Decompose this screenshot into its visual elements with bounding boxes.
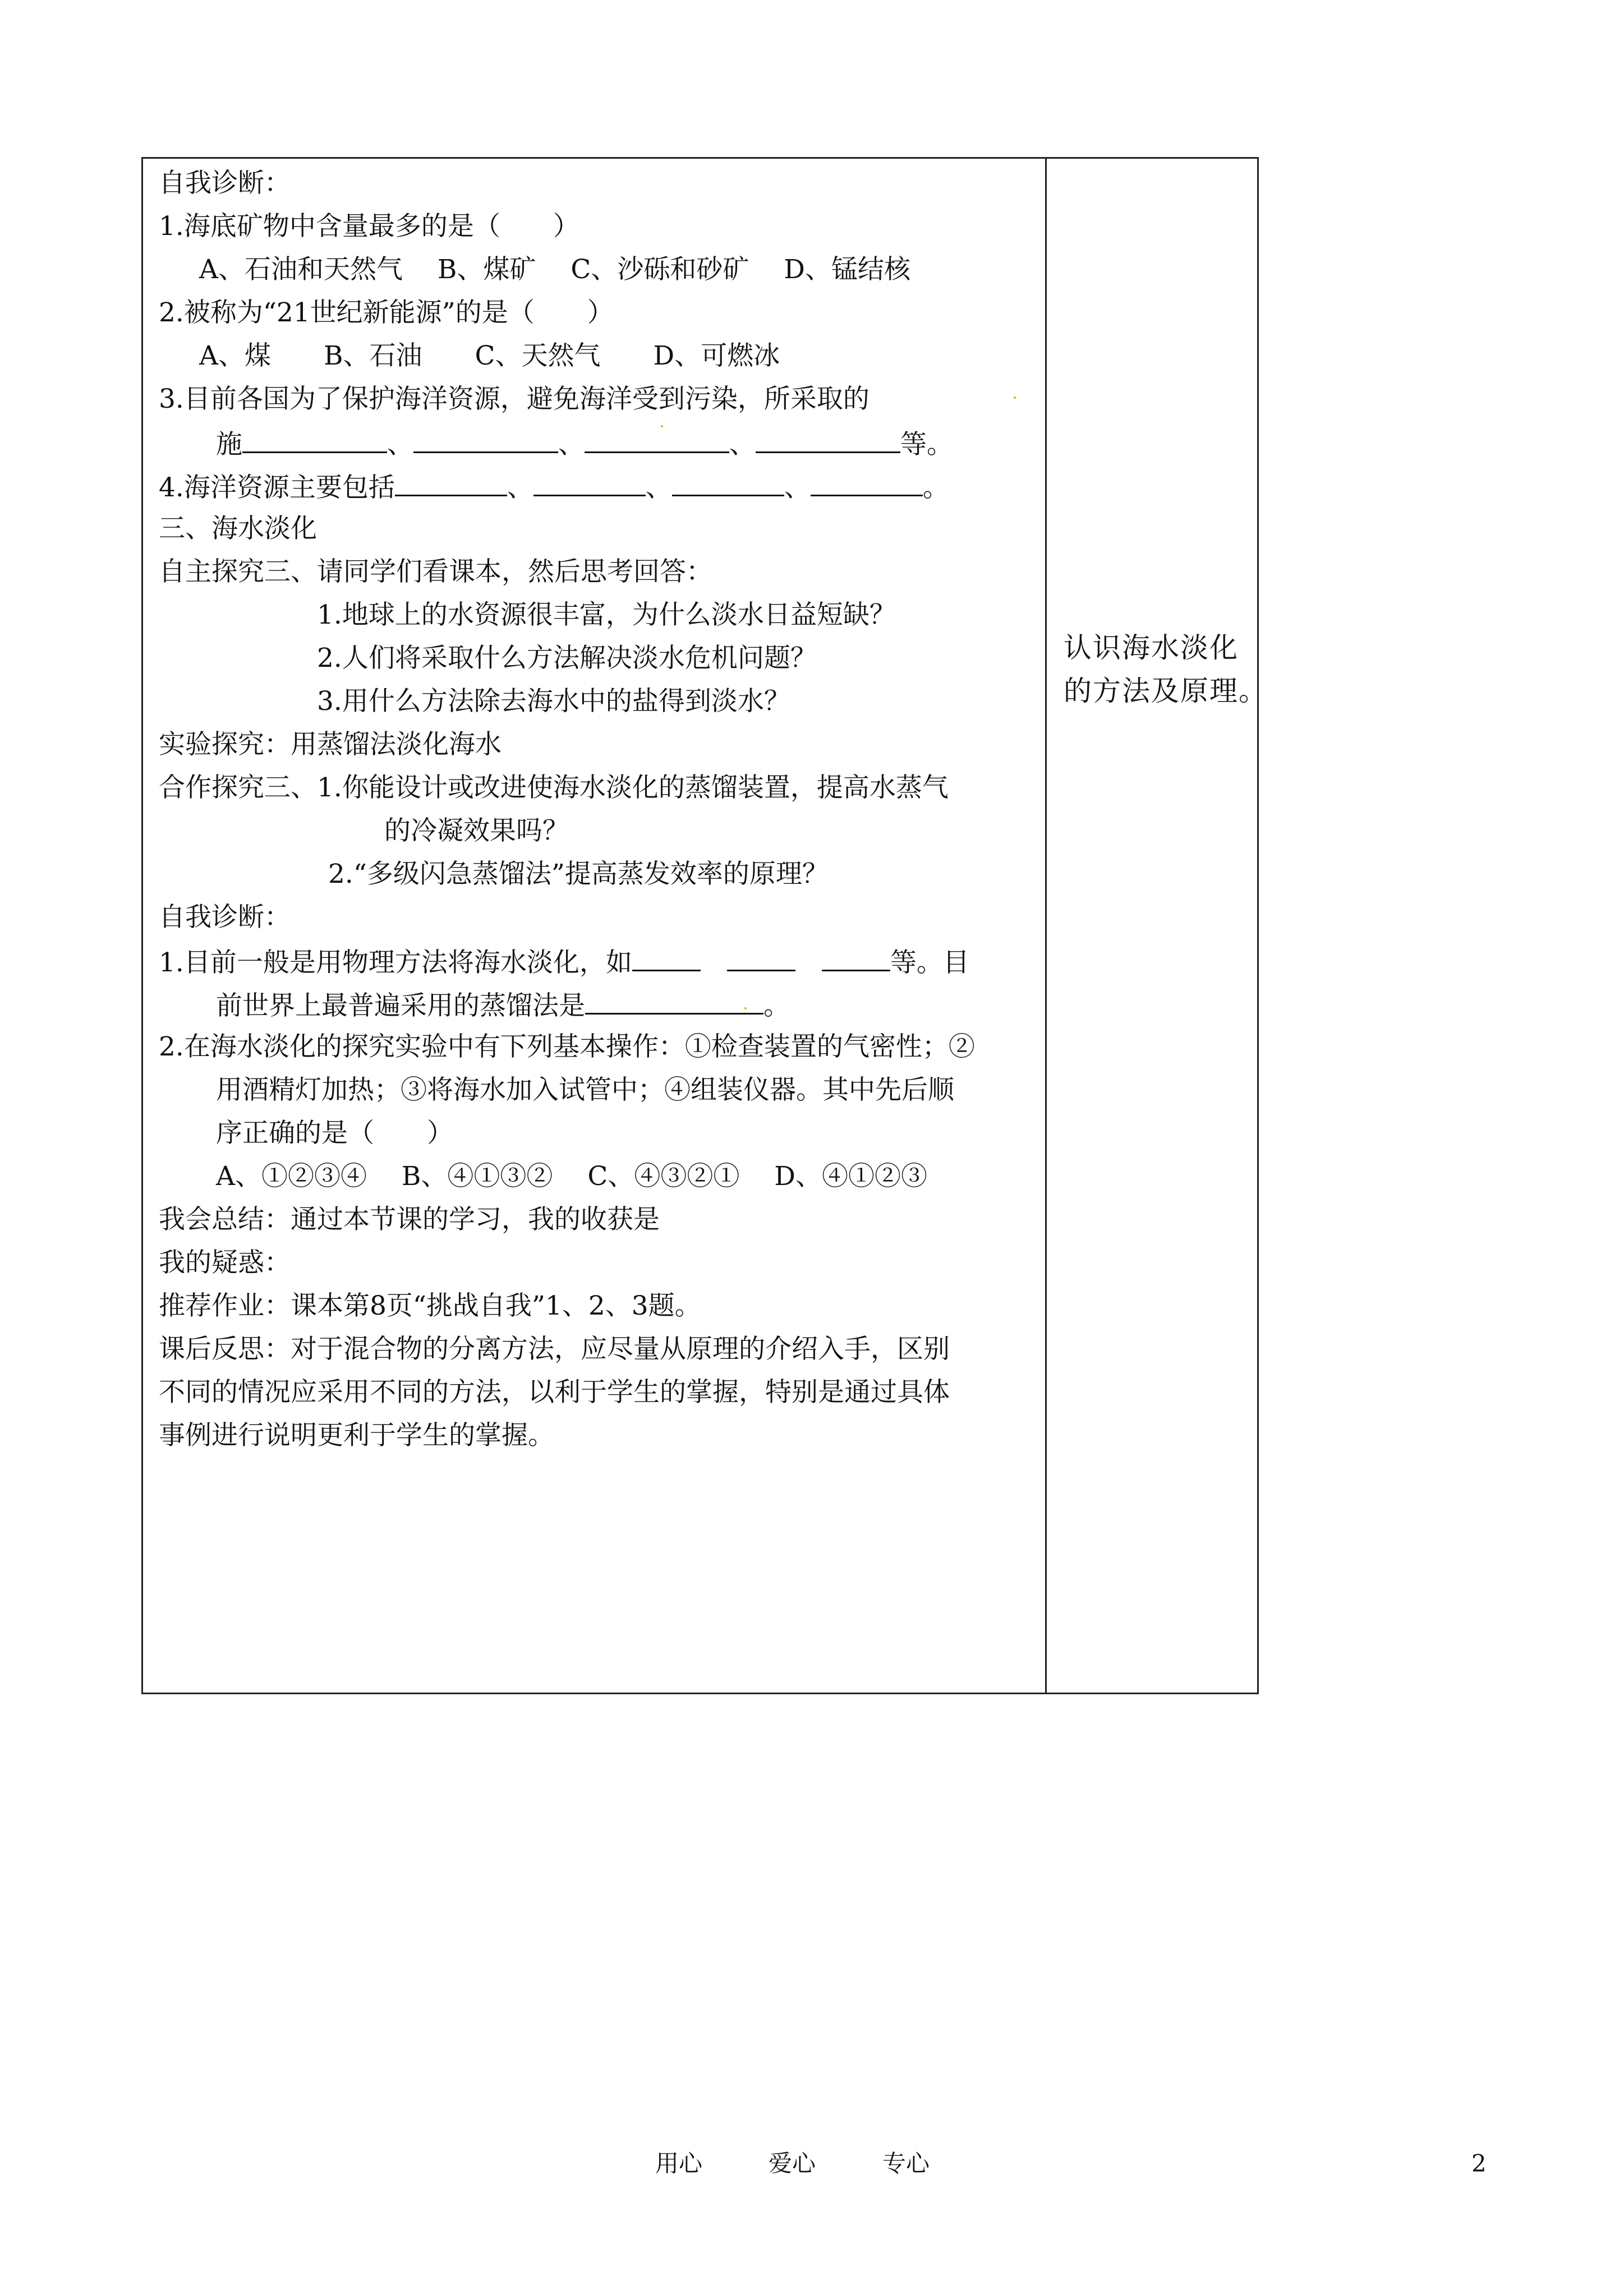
diagnosis-question-2: 2.在海水淡化的探究实验中有下列基本操作：①检查装置的气密性；②	[159, 1031, 975, 1062]
independent-inquiry-3: 自主探究三、请同学们看课本，然后思考回答：	[159, 556, 712, 587]
answer-blank[interactable]	[672, 469, 784, 496]
diagnosis-question-2-options: A、①②③④ B、④①③② C、④③②① D、④①②③	[216, 1161, 927, 1192]
objective-cell	[1047, 159, 1268, 1693]
answer-blank[interactable]	[727, 944, 795, 971]
question-1-options: A、石油和天然气 B、煤矿 C、沙砾和砂矿 D、锰结核	[199, 254, 910, 285]
self-diagnosis-heading-2: 自我诊断：	[159, 902, 291, 933]
question-3-blanks: 施 、 、 、 等。	[216, 426, 953, 462]
objective-line-1: 认识海水淡化	[1064, 631, 1239, 664]
cooperative-inquiry-3-q2: 2.“多级闪急蒸馏法”提高蒸发效率的原理？	[328, 859, 829, 889]
stray-mark	[744, 1007, 747, 1009]
question-2-options: A、煤 B、石油 C、天然气 D、可燃冰	[199, 340, 780, 371]
footer-motto-3: 专心	[882, 2150, 930, 2177]
cooperative-inquiry-3-cont: 的冷凝效果吗？	[384, 815, 569, 846]
cooperative-inquiry-3: 合作探究三、1.你能设计或改进使海水淡化的蒸馏装置，提高水蒸气	[159, 772, 949, 803]
inquiry-question-1: 1.地球上的水资源很丰富，为什么淡水日益短缺？	[317, 600, 896, 630]
question-4: 4.海洋资源主要包括 、 、 、 。	[159, 469, 949, 505]
stray-mark	[661, 425, 663, 427]
objective-line-2: 的方法及原理。	[1064, 675, 1268, 707]
footer-motto-1: 用心	[655, 2150, 703, 2177]
diagnosis-question-1-cont: 前世界上最普遍采用的蒸馏法是 。	[216, 987, 790, 1023]
diagnosis-question-1: 1.目前一般是用物理方法将海水淡化，如 等。目	[159, 944, 969, 980]
homework-recommendation: 推荐作业：课本第8页“挑战自我”1、2、3题。	[159, 1290, 701, 1321]
answer-blank[interactable]	[533, 469, 646, 496]
answer-blank[interactable]	[585, 426, 729, 453]
stray-mark	[1014, 397, 1016, 399]
answer-blank[interactable]	[822, 944, 890, 971]
doubts-prompt: 我的疑惑：	[159, 1247, 291, 1278]
inquiry-question-3: 3.用什么方法除去海水中的盐得到淡水？	[317, 686, 790, 717]
page-number: 2	[1471, 2150, 1487, 2177]
main-content-cell	[143, 159, 1045, 1693]
question-2: 2.被称为“21世纪新能源”的是（ ）	[159, 297, 614, 328]
question-3: 3.目前各国为了保护海洋资源，避免海洋受到污染，所采取的	[159, 384, 869, 414]
lesson-table	[141, 157, 1268, 1694]
answer-blank[interactable]	[413, 426, 558, 453]
question-1: 1.海底矿物中含量最多的是（ ）	[159, 211, 579, 242]
self-diagnosis-heading: 自我诊断：	[159, 168, 291, 199]
answer-blank[interactable]	[811, 469, 923, 496]
reflection-line-1: 课后反思：对于混合物的分离方法，应尽量从原理的介绍入手，区别	[159, 1334, 950, 1364]
answer-blank[interactable]	[756, 426, 900, 453]
diagnosis-question-2-cont2: 序正确的是（ ）	[216, 1118, 453, 1149]
section-heading-desalination: 三、海水淡化	[159, 513, 317, 544]
summary-prompt: 我会总结：通过本节课的学习，我的收获是	[159, 1204, 660, 1235]
answer-blank[interactable]	[242, 426, 387, 453]
experiment-inquiry: 实验探究：用蒸馏法淡化海水	[159, 729, 502, 760]
footer-motto-2: 爱心	[769, 2150, 816, 2177]
answer-blank[interactable]	[395, 469, 507, 496]
diagnosis-question-2-cont: 用酒精灯加热；③将海水加入试管中；④组装仪器。其中先后顺	[216, 1075, 954, 1105]
reflection-line-3: 事例进行说明更利于学生的掌握。	[159, 1420, 554, 1451]
answer-blank[interactable]	[585, 987, 763, 1015]
answer-blank[interactable]	[632, 944, 701, 971]
inquiry-question-2: 2.人们将采取什么方法解决淡水危机问题？	[317, 643, 817, 674]
reflection-line-2: 不同的情况应采用不同的方法，以利于学生的掌握，特别是通过具体	[159, 1377, 950, 1408]
